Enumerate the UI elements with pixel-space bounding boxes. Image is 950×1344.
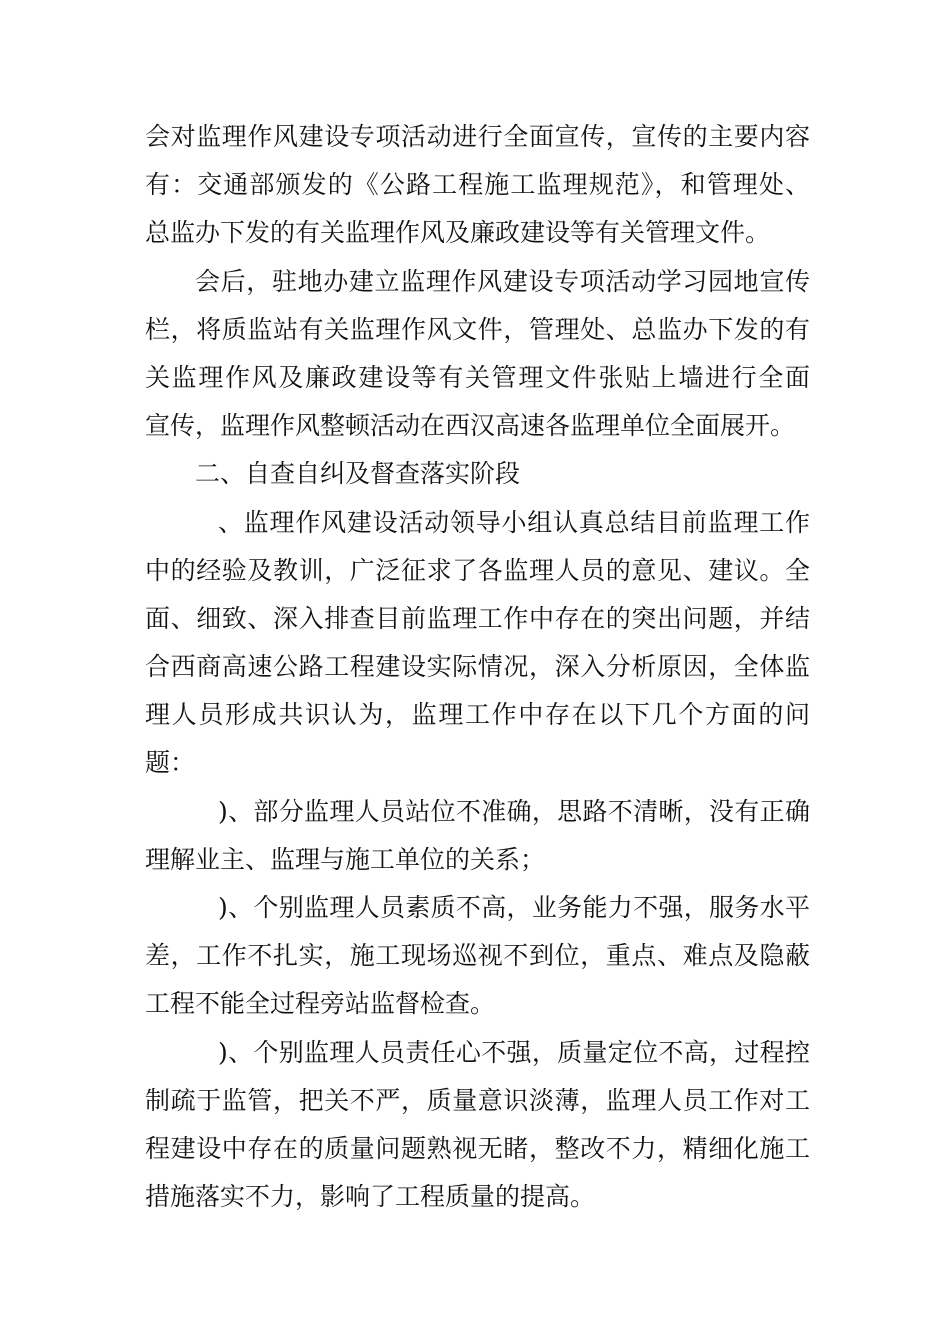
body-text-line: 差，工作不扎实，施工现场巡视不到位，重点、难点及隐蔽 <box>145 941 810 970</box>
body-text-line: 宣传，监理作风整顿活动在西汉高速各监理单位全面展开。 <box>145 411 796 440</box>
body-text-line: 措施落实不力，影响了工程质量的提高。 <box>145 1182 596 1211</box>
body-text-line: 总监办下发的有关监理作风及廉政建设等有关管理文件。 <box>145 218 771 247</box>
body-text-line: 制疏于监管，把关不严，质量意识淡薄，监理人员工作对工 <box>145 1086 810 1115</box>
body-text-line: 会对监理作风建设专项活动进行全面宣传，宣传的主要内容 <box>145 122 810 151</box>
body-text-line: 工程不能全过程旁站监督检查。 <box>145 989 496 1018</box>
paragraph-first-line: 会后，驻地办建立监理作风建设专项活动学习园地宣传 <box>195 267 810 296</box>
list-item-first-line: )、部分监理人员站位不准确，思路不清晰，没有正确 <box>218 797 810 826</box>
list-item-first-line: )、个别监理人员责任心不强，质量定位不高，过程控 <box>218 1038 810 1067</box>
body-text-line: 程建设中存在的质量问题熟视无睹，整改不力，精细化施工 <box>145 1134 810 1163</box>
paragraph-first-line: 、监理作风建设活动领导小组认真总结目前监理工作 <box>218 508 810 537</box>
body-text-line: 关监理作风及廉政建设等有关管理文件张贴上墙进行全面 <box>145 363 810 392</box>
body-text-line: 中的经验及教训，广泛征求了各监理人员的意见、建议。全 <box>145 556 810 585</box>
body-text-line: 理人员形成共识认为，监理工作中存在以下几个方面的问 <box>145 700 810 729</box>
body-text-line: 合西商高速公路工程建设实际情况，深入分析原因，全体监 <box>145 652 810 681</box>
body-text-line: 面、细致、深入排查目前监理工作中存在的突出问题，并结 <box>145 604 810 633</box>
body-text-line: 理解业主、监理与施工单位的关系； <box>145 845 546 874</box>
body-text-line: 题： <box>145 748 196 777</box>
section-heading: 二、自查自纠及督查落实阶段 <box>195 459 521 488</box>
body-text-line: 有：交通部颁发的《公路工程施工监理规范》，和管理处、 <box>145 170 810 199</box>
list-item-first-line: )、个别监理人员素质不高，业务能力不强，服务水平 <box>218 893 810 922</box>
body-text-line: 栏，将质监站有关监理作风文件，管理处、总监办下发的有 <box>145 315 810 344</box>
